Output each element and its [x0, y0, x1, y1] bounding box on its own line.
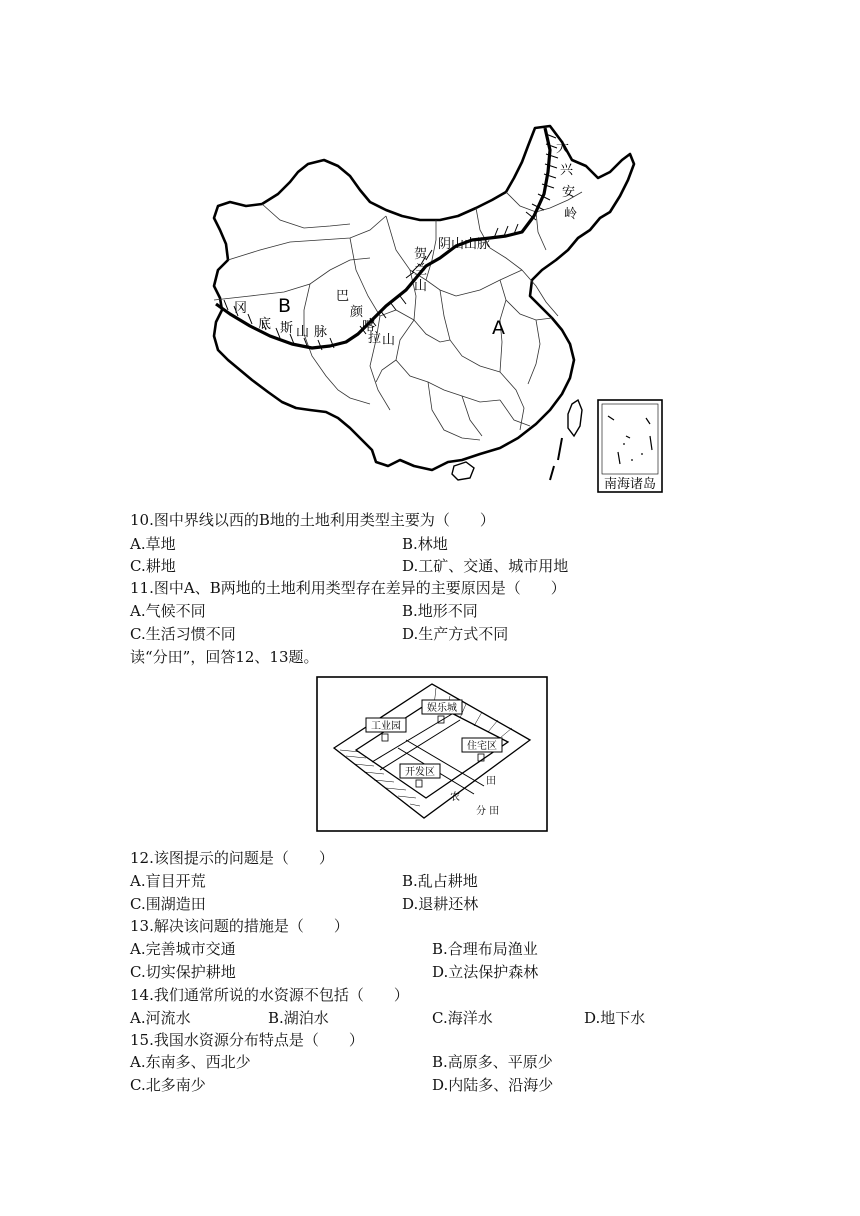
q12-option-d[interactable]: D.退耕还林: [402, 895, 479, 913]
label-nong: 农: [450, 792, 460, 803]
label-amusement: 娱乐城: [427, 703, 457, 714]
label-point-a: A: [492, 317, 505, 339]
label-xing: 兴: [560, 163, 574, 178]
label-si: 斯: [280, 321, 294, 336]
taiwan-island: [568, 400, 582, 436]
q12-option-c[interactable]: C.围湖造田: [130, 895, 206, 913]
q12-option-b[interactable]: B.乱占耕地: [402, 872, 478, 890]
q13-stem: 13.解决该问题的措施是（ ）: [130, 917, 349, 935]
q15-option-a[interactable]: A.东南多、西北少: [130, 1053, 251, 1071]
q14-option-d[interactable]: D.地下水: [584, 1009, 646, 1027]
q11-option-a[interactable]: A.气候不同: [130, 602, 206, 620]
label-la: 拉: [368, 331, 382, 346]
q13-option-c[interactable]: C.切实保护耕地: [130, 963, 236, 981]
label-point-b: B: [278, 295, 292, 317]
label-an: 安: [562, 185, 576, 200]
label-ba: 巴: [336, 289, 350, 304]
inset-label: 南海诸岛: [603, 477, 657, 492]
q11-stem: 11.图中A、B两地的土地利用类型存在差异的主要原因是（ ）: [130, 579, 566, 597]
label-di: 底: [258, 317, 272, 332]
q13-option-d[interactable]: D.立法保护森林: [432, 963, 539, 981]
label-lan: 兰: [414, 263, 428, 278]
q10-option-a[interactable]: A.草地: [130, 535, 176, 553]
china-map: [200, 120, 670, 500]
q15-option-d[interactable]: D.内陆多、沿海少: [432, 1076, 554, 1094]
fentian-diagram: [316, 676, 548, 832]
south-china-sea-inset: [598, 400, 662, 492]
label-tian: 田: [486, 776, 496, 787]
q10-option-b[interactable]: B.林地: [402, 535, 448, 553]
diagram-title: 分 田: [476, 806, 500, 817]
label-yan: 颜: [350, 305, 364, 320]
q11-option-c[interactable]: C.生活习惯不同: [130, 625, 236, 643]
label-industrial: 工业园: [371, 721, 401, 732]
label-yinshan: 阴山山脉: [438, 237, 491, 252]
label-shan: 山: [414, 279, 428, 294]
q15-option-b[interactable]: B.高原多、平原少: [432, 1053, 553, 1071]
label-mai: 脉: [314, 325, 328, 340]
label-residential: 住宅区: [467, 741, 497, 752]
q14-option-a[interactable]: A.河流水: [130, 1009, 191, 1027]
q12-stem: 12.该图提示的问题是（ ）: [130, 849, 334, 867]
q13-option-b[interactable]: B.合理布局渔业: [432, 940, 538, 958]
q10-option-d[interactable]: D.工矿、交通、城市用地: [402, 557, 569, 575]
intro-text: 读“分田”，回答12、13题。: [130, 648, 319, 666]
label-gang: 冈: [234, 301, 248, 316]
label-ka: 喀: [362, 319, 376, 334]
label-shan2: 山: [382, 333, 396, 348]
q12-option-a[interactable]: A.盲目开荒: [130, 872, 206, 890]
q13-option-a[interactable]: A.完善城市交通: [130, 940, 236, 958]
hainan-island: [452, 462, 474, 480]
q10-stem: 10.图中界线以西的B地的土地利用类型主要为（ ）: [130, 511, 495, 529]
label-development: 开发区: [405, 767, 435, 778]
label-ling: 岭: [564, 207, 578, 222]
q14-stem: 14.我们通常所说的水资源不包括（ ）: [130, 986, 409, 1004]
q14-option-c[interactable]: C.海洋水: [432, 1009, 493, 1027]
q14-option-b[interactable]: B.湖泊水: [268, 1009, 329, 1027]
q15-option-c[interactable]: C.北多南少: [130, 1076, 206, 1094]
label-shan3: 山: [296, 325, 310, 340]
label-he: 贺: [414, 247, 428, 262]
label-da: 大: [556, 141, 570, 156]
q10-option-c[interactable]: C.耕地: [130, 557, 176, 575]
q11-option-d[interactable]: D.生产方式不同: [402, 625, 509, 643]
q15-stem: 15.我国水资源分布特点是（ ）: [130, 1031, 364, 1049]
q11-option-b[interactable]: B.地形不同: [402, 602, 478, 620]
